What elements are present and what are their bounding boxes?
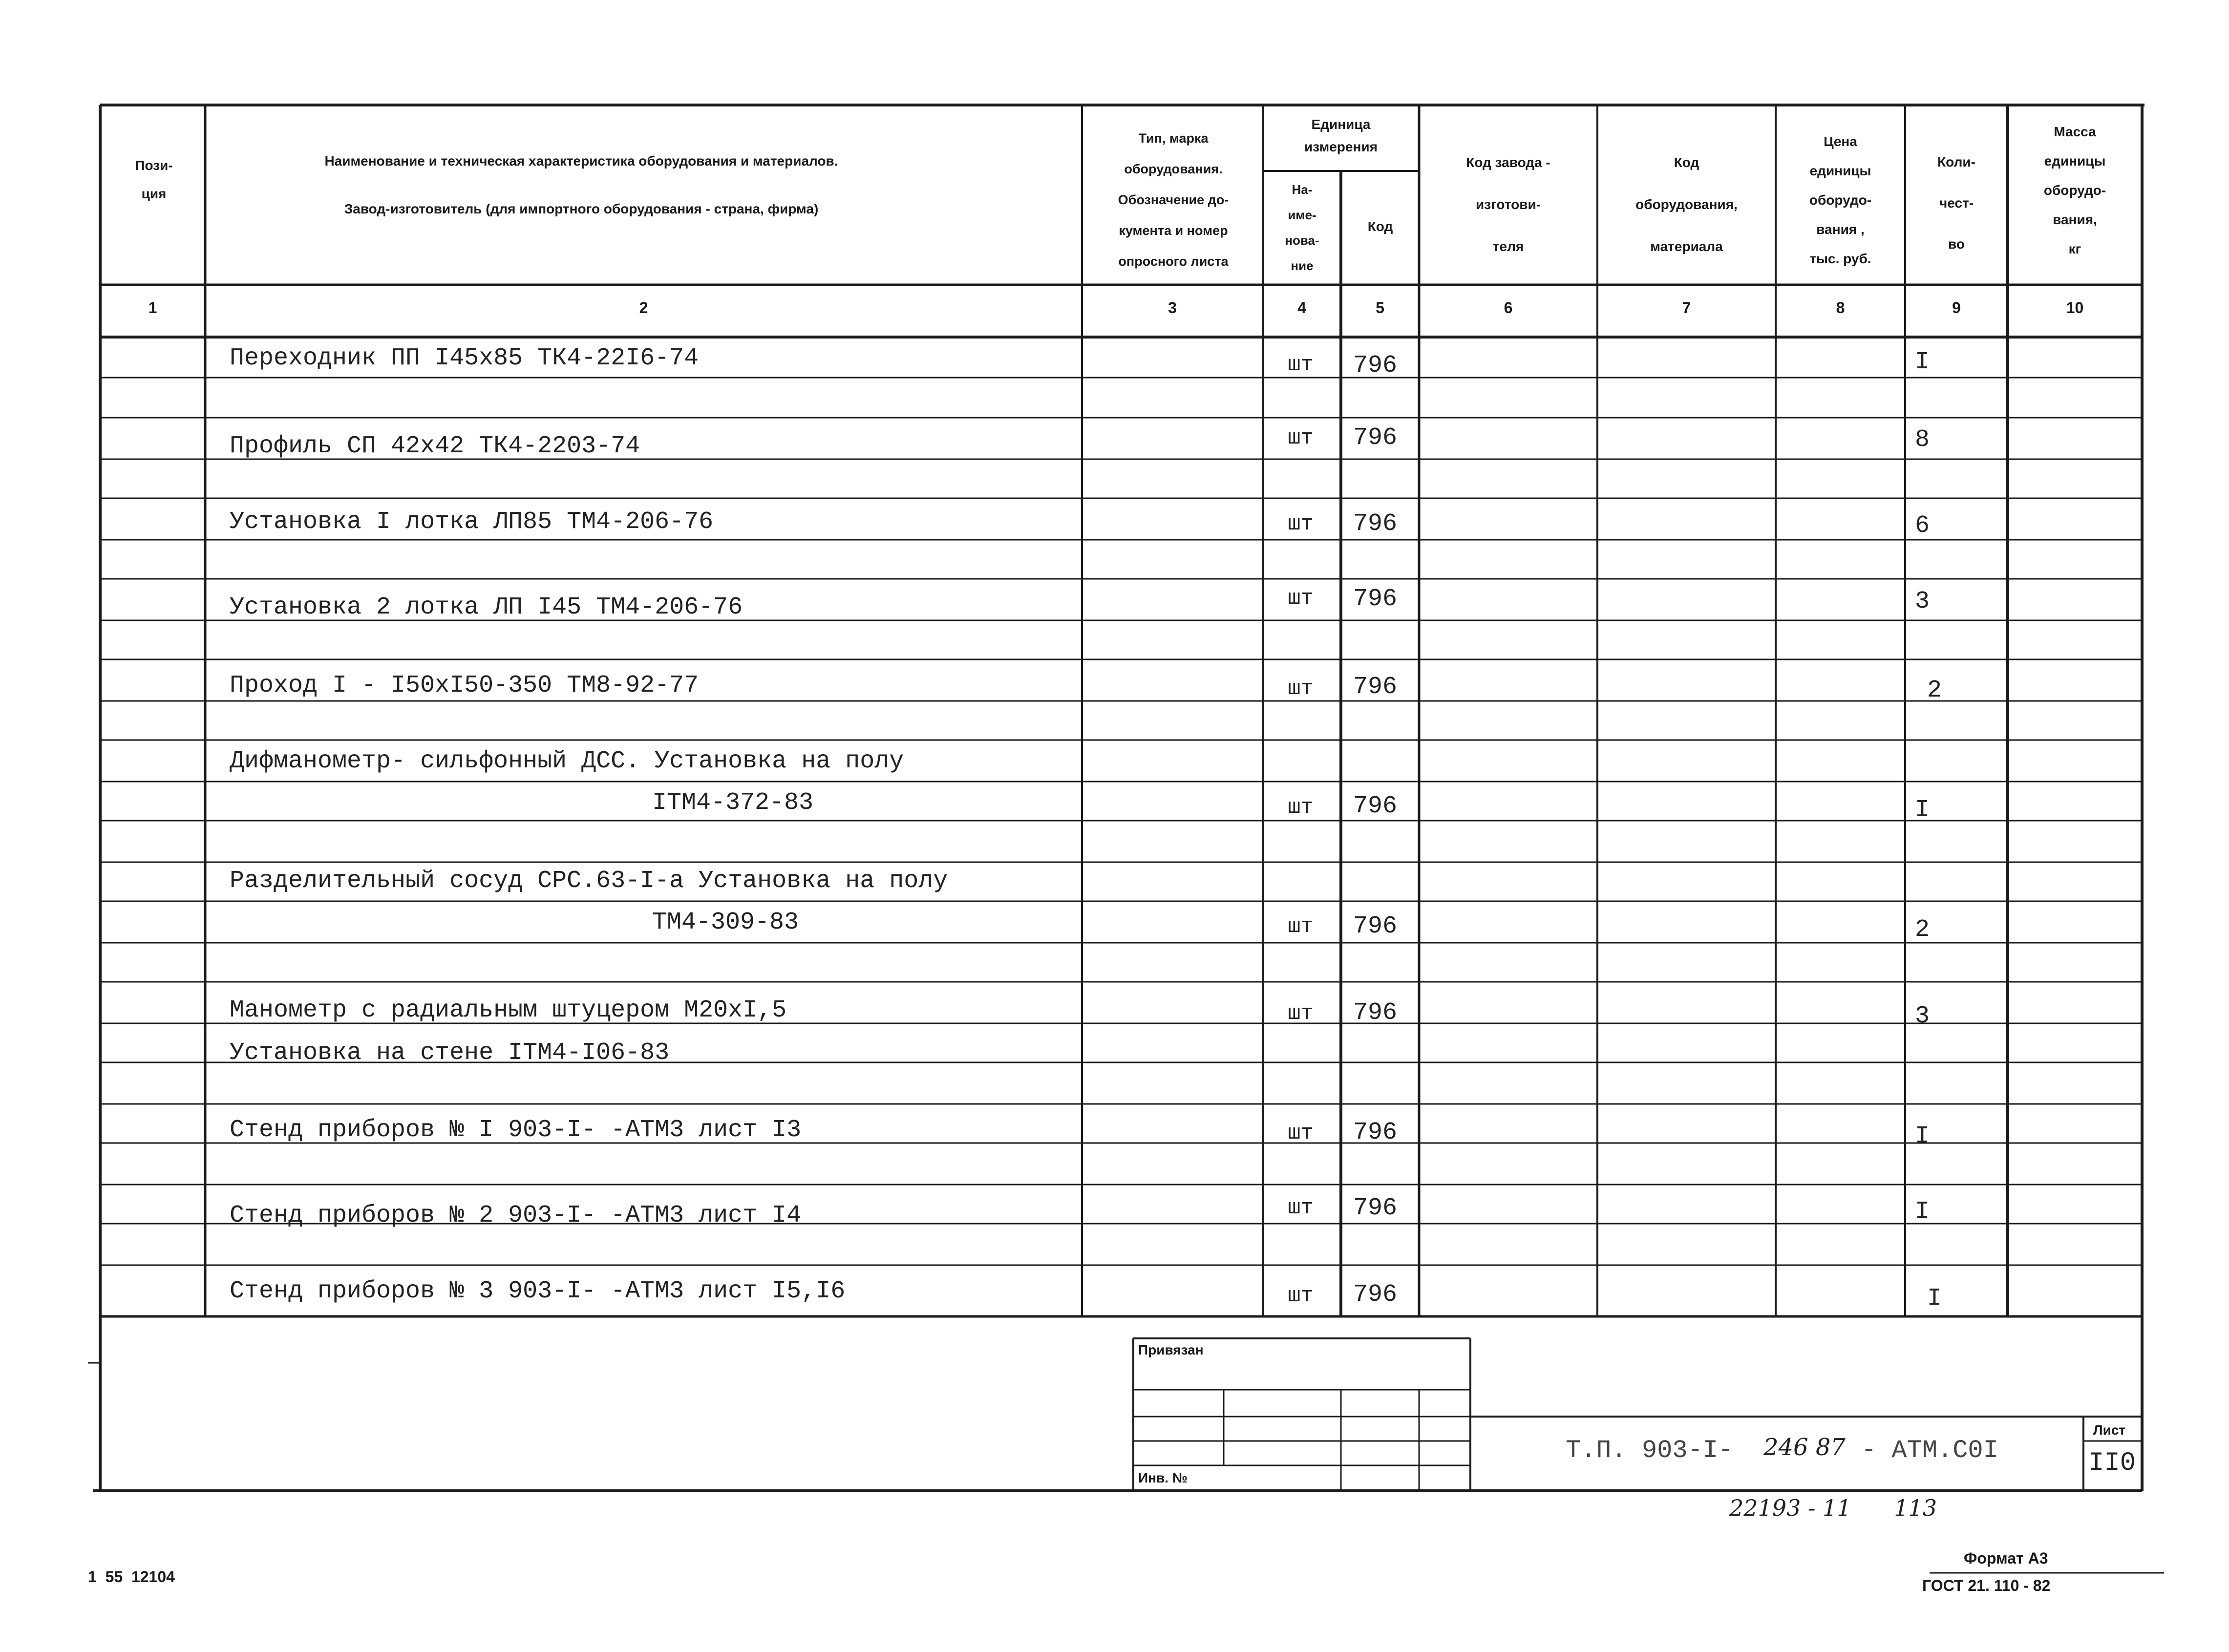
row-code: 796 xyxy=(1353,792,1398,820)
header-quantity: Коли- чест- во xyxy=(1937,154,1975,252)
row-unit: шт xyxy=(1288,1284,1314,1308)
row-code: 796 xyxy=(1353,999,1398,1027)
row-name: Переходник ПП I45x85 ТК4-22I6-74 xyxy=(230,344,699,372)
row-code: 796 xyxy=(1353,1119,1398,1146)
row-unit: шт xyxy=(1288,795,1314,820)
row-unit: шт xyxy=(1288,1121,1314,1145)
row-name: Установка I лотка ЛП85 ТМ4-206-76 xyxy=(230,508,714,536)
col-num-10: 10 xyxy=(2066,299,2084,317)
row-name: Стенд приборов № I 903-I- -АТМ3 лист I3 xyxy=(230,1116,802,1144)
row-qty: I xyxy=(1915,348,1930,376)
col-num-9: 9 xyxy=(1952,299,1961,317)
row-name: Установка на стене ITМ4-I06-83 xyxy=(230,1039,670,1067)
row-name: Манометр с радиальным штуцером М20xI,5 xyxy=(230,996,787,1024)
header-name-line1: Наименование и техническая характеристика оборудования и материалов. xyxy=(324,153,838,169)
header-position: Пози- ция xyxy=(135,158,173,201)
col-num-8: 8 xyxy=(1836,299,1845,317)
row-qty: 2 xyxy=(1927,677,1942,704)
row-qty: 3 xyxy=(1915,588,1930,615)
header-equipment-code: Код оборудования, материала xyxy=(1635,155,1738,254)
row-name: Разделительный сосуд СРС.63-I-а Установка на полу xyxy=(230,867,948,895)
header-unit-code: Код xyxy=(1367,219,1393,234)
sheet-label: Лист xyxy=(2093,1422,2126,1438)
row-name: Проход I - I50xI50-350 ТМ8-92-77 xyxy=(230,672,699,699)
col-num-2: 2 xyxy=(639,299,648,317)
row-code: 796 xyxy=(1353,1194,1398,1222)
row-qty: I xyxy=(1915,1198,1930,1226)
col-num-3: 3 xyxy=(1168,299,1177,317)
doc-code: Т.П. 903-I- xyxy=(1566,1436,1734,1465)
archive-number: 22193 - 11 113 xyxy=(1729,1495,1937,1521)
header-type: Тип, марка оборудования. Обозначение до- кумента и номер опросного листа xyxy=(1118,131,1229,269)
col-num-7: 7 xyxy=(1682,299,1691,317)
row-code: 796 xyxy=(1353,424,1398,452)
header-mass: Масса единицы оборудо- вания, кг xyxy=(2043,124,2106,256)
col-num-4: 4 xyxy=(1297,299,1306,317)
doc-suffix: - АТМ.С0I xyxy=(1861,1436,1998,1465)
header-factory-code: Код завода - изготови- теля xyxy=(1466,155,1550,254)
row-unit: шт xyxy=(1288,1196,1314,1220)
row-name: Профиль СП 42x42 ТК4-2203-74 xyxy=(230,432,640,460)
header-price: Цена единицы оборудо- вания , тыс. руб. xyxy=(1809,134,1872,266)
row-name: ITМ4-372-83 xyxy=(652,789,814,817)
row-code: 796 xyxy=(1353,352,1398,380)
row-name: Дифманометр- сильфонный ДСС. Установка на полу xyxy=(230,747,904,775)
row-name: Установка 2 лотка ЛП I45 ТМ4-206-76 xyxy=(230,593,743,621)
col-num-6: 6 xyxy=(1504,299,1513,317)
col-num-5: 5 xyxy=(1376,299,1384,317)
row-qty: 3 xyxy=(1915,1002,1930,1030)
row-code: 796 xyxy=(1353,912,1398,940)
row-name: Стенд приборов № 3 903-I- -АТМ3 лист I5,I6 xyxy=(230,1277,846,1305)
row-unit: шт xyxy=(1288,586,1314,611)
row-name: ТМ4-309-83 xyxy=(652,909,799,936)
stamp-inv: Инв. № xyxy=(1138,1470,1188,1485)
row-unit: шт xyxy=(1288,914,1314,939)
header-unit-name: На- име- нова- ние xyxy=(1285,182,1319,273)
row-qty: 6 xyxy=(1915,512,1930,540)
row-unit: шт xyxy=(1288,353,1314,377)
row-unit: шт xyxy=(1288,1001,1314,1026)
row-code: 796 xyxy=(1353,673,1398,701)
row-code: 796 xyxy=(1353,585,1398,613)
row-code: 796 xyxy=(1353,1281,1398,1309)
row-qty: 8 xyxy=(1915,426,1930,454)
format-label: Формат А3 xyxy=(1964,1549,2048,1567)
row-unit: шт xyxy=(1288,512,1314,536)
header-unit: Единица измерения xyxy=(1304,117,1378,154)
row-qty: 2 xyxy=(1915,916,1930,944)
row-qty: I xyxy=(1915,796,1930,824)
sheet-number: II0 xyxy=(2088,1448,2136,1478)
row-code: 796 xyxy=(1353,510,1398,538)
header-name-line2: Завод-изготовитель (для импортного оборудования - страна, фирма) xyxy=(344,201,819,216)
row-qty: I xyxy=(1927,1285,1942,1313)
gost-label: ГОСТ 21. 110 - 82 xyxy=(1922,1577,2051,1594)
row-qty: I xyxy=(1915,1123,1930,1150)
print-code: 1 55 12104 xyxy=(88,1568,175,1586)
col-num-1: 1 xyxy=(148,299,157,317)
row-unit: шт xyxy=(1288,426,1314,450)
stamp-privyazan: Привязан xyxy=(1138,1342,1204,1357)
doc-code-handwritten: 246 87 xyxy=(1763,1434,1846,1461)
row-unit: шт xyxy=(1288,677,1314,701)
row-name: Стенд приборов № 2 903-I- -АТМ3 лист I4 xyxy=(230,1202,802,1229)
